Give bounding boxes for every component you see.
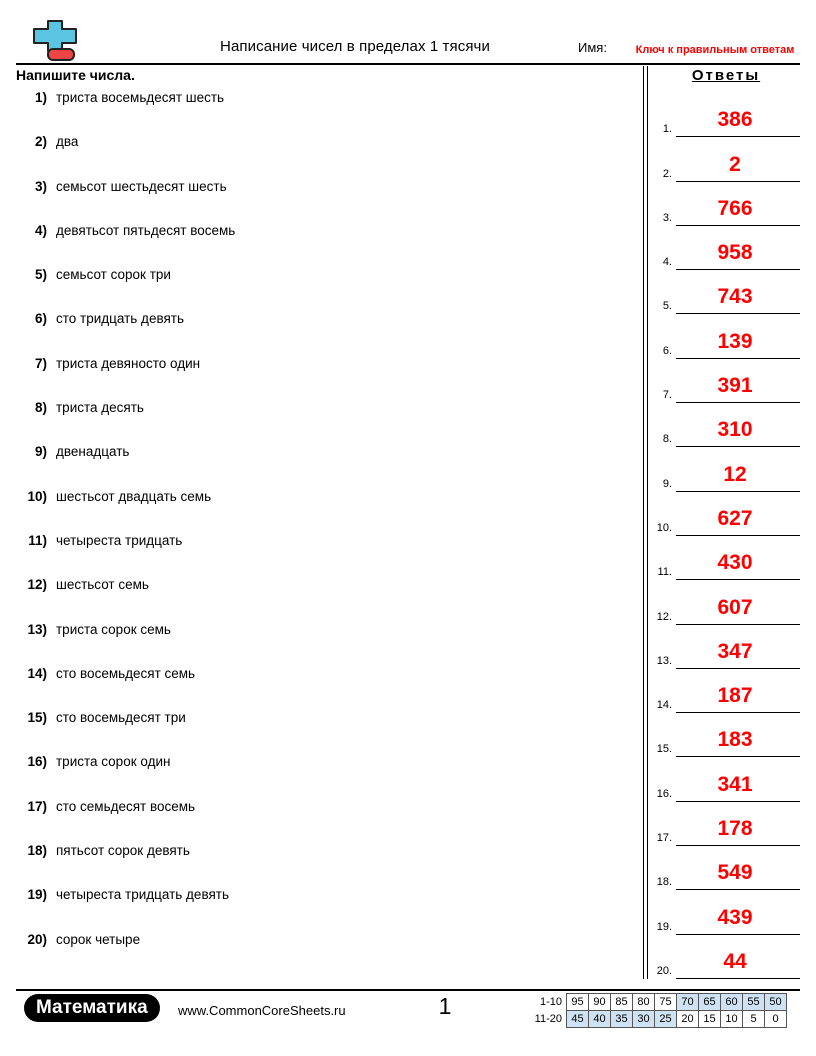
question-text: шестьсот семь — [56, 577, 149, 593]
answer-number: 15. — [656, 743, 672, 756]
question-text: девятьсот пятьдесят восемь — [56, 222, 236, 238]
answer-number: 3. — [662, 211, 672, 224]
question-text: четыреста тридцать — [56, 532, 183, 548]
question-number: 5) — [34, 267, 47, 283]
question-number: 3) — [34, 178, 47, 194]
answer-blank[interactable] — [676, 815, 800, 846]
answer-item — [652, 580, 800, 624]
answer-blank[interactable] — [676, 283, 800, 314]
question-number: 17) — [27, 798, 47, 814]
question-number: 11) — [28, 532, 47, 548]
answer-number: 14. — [656, 699, 672, 712]
question-item — [16, 666, 636, 710]
score-scale-cell: 10 — [721, 1011, 743, 1028]
answer-blank[interactable] — [676, 638, 800, 669]
question-text: двенадцать — [56, 444, 130, 460]
question-text: семьсот шестьдесят шесть — [56, 178, 227, 194]
answer-item — [652, 270, 800, 314]
answer-value: 341 — [717, 772, 753, 796]
answer-item — [652, 137, 800, 181]
answer-blank[interactable] — [676, 859, 800, 890]
question-item — [16, 754, 636, 798]
score-scale-cell: 5 — [743, 1011, 765, 1028]
score-scale-cell: 40 — [589, 1011, 611, 1028]
page-footer — [0, 991, 816, 1041]
question-number: 7) — [34, 355, 47, 371]
question-number: 16) — [27, 754, 47, 770]
score-scale-cell: 55 — [743, 994, 765, 1011]
answer-item — [652, 890, 800, 934]
brand-logo: Математика — [24, 994, 160, 1022]
answer-value: 183 — [717, 728, 753, 752]
page-number: 1 — [438, 993, 452, 1019]
score-scale-cell: 30 — [633, 1011, 655, 1028]
answer-item — [652, 447, 800, 491]
score-scale-cell: 0 — [765, 1011, 787, 1028]
answer-blank[interactable] — [676, 372, 800, 403]
question-text: два — [56, 134, 79, 150]
answer-item — [652, 403, 800, 447]
question-text: сорок четыре — [56, 931, 141, 947]
score-scale-cell: 75 — [655, 994, 677, 1011]
question-item — [16, 444, 636, 488]
question-number: 4) — [34, 222, 47, 238]
question-number: 1) — [34, 90, 47, 105]
score-scale-cell: 25 — [655, 1011, 677, 1028]
score-scale-cell: 15 — [699, 1011, 721, 1028]
answer-number: 6. — [662, 344, 672, 357]
instruction-text: Напишите числа. — [16, 67, 135, 83]
answer-item — [652, 802, 800, 846]
score-scale-row — [528, 1011, 787, 1028]
answer-blank[interactable] — [676, 771, 800, 802]
answer-number: 20. — [656, 964, 672, 977]
column-divider — [643, 66, 648, 979]
question-item — [16, 843, 636, 887]
question-number: 9) — [34, 444, 47, 460]
question-number: 8) — [34, 400, 47, 416]
answer-number: 4. — [662, 256, 672, 269]
question-number: 18) — [27, 843, 47, 859]
answer-value: 607 — [717, 595, 753, 619]
question-item — [16, 90, 636, 134]
score-scale-cell: 45 — [567, 1011, 589, 1028]
question-item — [16, 400, 636, 444]
question-item — [16, 489, 636, 533]
score-scale-cell: 95 — [567, 994, 589, 1011]
answer-value: 627 — [717, 506, 753, 530]
question-text: пятьсот сорок девять — [56, 843, 190, 859]
question-text: сто восемьдесят семь — [56, 665, 196, 681]
answer-item — [652, 492, 800, 536]
question-text: сто восемьдесят три — [56, 710, 186, 726]
question-item — [16, 533, 636, 577]
question-number: 19) — [27, 887, 47, 903]
question-text: семьсот сорок три — [56, 267, 171, 283]
score-scale-cell: 85 — [611, 994, 633, 1011]
answer-item — [652, 935, 800, 979]
question-number: 15) — [27, 710, 47, 726]
answer-blank[interactable] — [676, 195, 800, 226]
answer-blank[interactable] — [676, 682, 800, 713]
answer-number: 12. — [656, 610, 672, 623]
score-scale-cell: 35 — [611, 1011, 633, 1028]
answer-number: 1. — [662, 123, 672, 136]
answer-item — [652, 314, 800, 358]
question-number: 2) — [34, 134, 47, 150]
question-item — [16, 356, 636, 400]
answer-number: 18. — [656, 876, 672, 889]
score-scale-table — [528, 993, 787, 1028]
answer-blank[interactable] — [676, 505, 800, 536]
answer-list — [652, 93, 800, 979]
answer-value: 310 — [717, 418, 753, 442]
question-item — [16, 932, 636, 976]
question-item — [16, 799, 636, 843]
answer-item — [652, 669, 800, 713]
worksheet-body — [0, 66, 816, 986]
answer-value: 743 — [717, 285, 753, 309]
question-number: 6) — [34, 311, 47, 327]
score-scale-row-label: 11-20 — [534, 1013, 562, 1025]
answers-column — [652, 66, 800, 979]
answer-blank[interactable] — [676, 594, 800, 625]
page-header — [0, 0, 816, 62]
question-text: четыреста тридцать девять — [56, 887, 229, 903]
answer-number: 16. — [656, 787, 672, 800]
score-scale-cell: 50 — [765, 994, 787, 1011]
answer-value: 347 — [717, 639, 753, 663]
score-scale-cell: 20 — [677, 1011, 699, 1028]
question-number: 20) — [27, 931, 47, 947]
answer-number: 13. — [656, 654, 672, 667]
answer-item — [652, 182, 800, 226]
answer-value: 439 — [717, 905, 753, 929]
answer-blank[interactable] — [676, 328, 800, 359]
answer-item — [652, 359, 800, 403]
plus-minus-icon — [18, 19, 78, 64]
answer-number: 19. — [656, 920, 672, 933]
question-number: 14) — [27, 665, 47, 681]
answer-number: 2. — [662, 167, 672, 180]
question-text: триста десять — [56, 400, 144, 416]
score-scale-row-label: 1-10 — [539, 996, 562, 1008]
question-item — [16, 710, 636, 754]
answer-item — [652, 226, 800, 270]
answer-item — [652, 713, 800, 757]
question-text: шестьсот двадцать семь — [56, 488, 212, 504]
question-item — [16, 223, 636, 267]
answer-number: 5. — [662, 300, 672, 313]
answer-number: 11. — [657, 566, 672, 579]
question-number: 10) — [27, 488, 47, 504]
question-text: триста сорок один — [56, 754, 171, 770]
answer-blank[interactable] — [676, 151, 800, 182]
question-text: триста сорок семь — [56, 621, 171, 637]
page-title: Написание чисел в пределах 1 тясячи — [220, 38, 490, 55]
question-text: триста восемьдесят шесть — [56, 90, 225, 105]
answer-item — [652, 536, 800, 580]
answer-number: 10. — [656, 521, 672, 534]
answer-value: 430 — [717, 551, 753, 575]
answer-blank[interactable] — [676, 904, 800, 935]
answer-number: 9. — [662, 477, 672, 490]
answer-item — [652, 757, 800, 801]
answer-blank[interactable] — [676, 106, 800, 137]
answer-value: 2 — [729, 152, 741, 176]
score-scale-body — [528, 994, 787, 1028]
question-text: сто тридцать девять — [56, 311, 184, 327]
question-number: 13) — [27, 621, 47, 637]
question-text: триста девяносто один — [56, 355, 201, 371]
answer-blank[interactable] — [676, 461, 800, 492]
answer-value: 958 — [717, 241, 753, 265]
question-text: сто семьдесят восемь — [56, 798, 196, 814]
answer-key-badge: Ключ к правильным ответам — [635, 44, 795, 56]
name-label: Имя: — [578, 40, 607, 55]
answer-blank[interactable] — [676, 549, 800, 580]
answer-number: 17. — [656, 832, 672, 845]
answer-value: 44 — [723, 949, 747, 973]
question-item — [16, 887, 636, 931]
question-item — [16, 267, 636, 311]
question-item — [16, 179, 636, 223]
answer-value: 139 — [717, 329, 753, 353]
question-item — [16, 311, 636, 355]
score-scale-cell: 80 — [633, 994, 655, 1011]
score-scale-cell: 90 — [589, 994, 611, 1011]
score-scale-row — [528, 994, 787, 1011]
answer-value: 766 — [717, 196, 753, 220]
answer-blank[interactable] — [676, 239, 800, 270]
answer-item — [652, 625, 800, 669]
answer-value: 549 — [717, 861, 753, 885]
score-scale-cell: 65 — [699, 994, 721, 1011]
answer-value: 187 — [717, 684, 753, 708]
answer-number: 8. — [662, 433, 672, 446]
answer-blank[interactable] — [676, 948, 800, 979]
questions-column — [16, 66, 636, 976]
answer-value: 391 — [717, 374, 753, 398]
score-scale-cell: 60 — [721, 994, 743, 1011]
answer-blank[interactable] — [676, 416, 800, 447]
question-item — [16, 622, 636, 666]
answer-item — [652, 846, 800, 890]
answer-value: 178 — [717, 817, 753, 841]
answer-item — [652, 93, 800, 137]
score-scale-cell: 70 — [677, 994, 699, 1011]
question-item — [16, 134, 636, 178]
site-url: www.CommonCoreSheets.ru — [178, 1003, 346, 1018]
answer-value: 12 — [723, 462, 747, 486]
question-list — [16, 90, 636, 976]
header-divider — [16, 63, 800, 65]
answer-number: 7. — [662, 389, 672, 402]
answer-blank[interactable] — [676, 726, 800, 757]
answer-value: 386 — [717, 108, 753, 132]
question-item — [16, 577, 636, 621]
answers-heading: Ответы — [691, 67, 761, 84]
question-number: 12) — [27, 577, 47, 593]
